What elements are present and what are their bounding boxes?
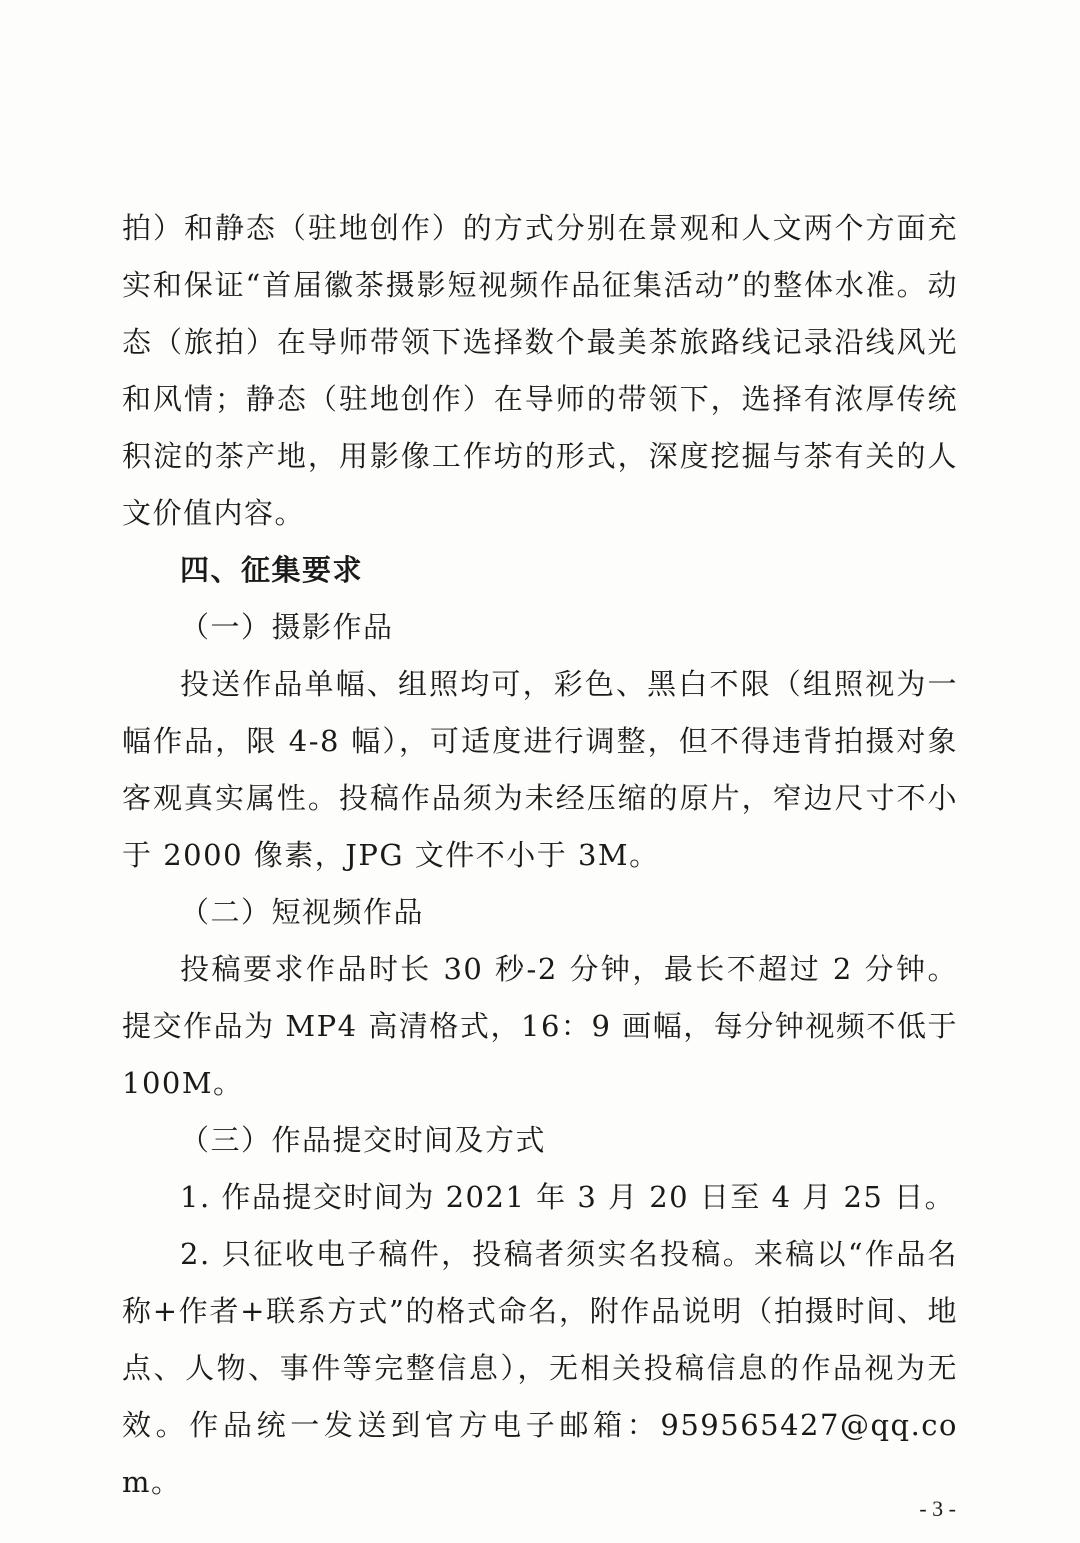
paragraph-submission-time: 1. 作品提交时间为 2021 年 3 月 20 日至 4 月 25 日。 bbox=[180, 1180, 956, 1214]
subsection-title-video: （二）短视频作品 bbox=[180, 895, 425, 929]
document-body bbox=[122, 200, 958, 1511]
paragraph-submission-method: 2. 只征收电子稿件，投稿者须实名投稿。来稿以“作品名称+作者+联系方式”的格式命名，附作品说明（拍摄时间、地点、人物、事件等完整信息），无相关投稿信息的作品视为无效。作品统一发送到官方电子邮箱：959565427@qq.com。 bbox=[122, 1237, 958, 1499]
section-title-requirements: 四、征集要求 bbox=[180, 553, 364, 587]
paragraph-intro: 拍）和静态（驻地创作）的方式分别在景观和人文两个方面充实和保证“首届徽茶摄影短视频作品征集活动”的整体水准。动态（旅拍）在导师带领下选择数个最美茶旅路线记录沿线风光和风情；静态（驻地创作）在导师的带领下，选择有浓厚传统积淀的茶产地，用影像工作坊的形式，深度挖掘与茶有关的人文价值内容。 bbox=[122, 211, 958, 530]
paragraph-video-requirements: 投稿要求作品时长 30 秒-2 分钟，最长不超过 2 分钟。提交作品为 MP4 高清格式，16：9 画幅，每分钟视频不低于 100M。 bbox=[122, 952, 958, 1100]
subsection-title-submission: （三）作品提交时间及方式 bbox=[180, 1123, 547, 1157]
subsection-title-photo: （一）摄影作品 bbox=[180, 610, 394, 644]
page-number: - 3 - bbox=[919, 1496, 956, 1521]
paragraph-photo-requirements: 投送作品单幅、组照均可，彩色、黑白不限（组照视为一幅作品，限 4-8 幅），可适度进行调整，但不得违背拍摄对象客观真实属性。投稿作品须为未经压缩的原片，窄边尺寸不小于 2000 像素，JPG 文件不小于 3M。 bbox=[122, 667, 958, 872]
